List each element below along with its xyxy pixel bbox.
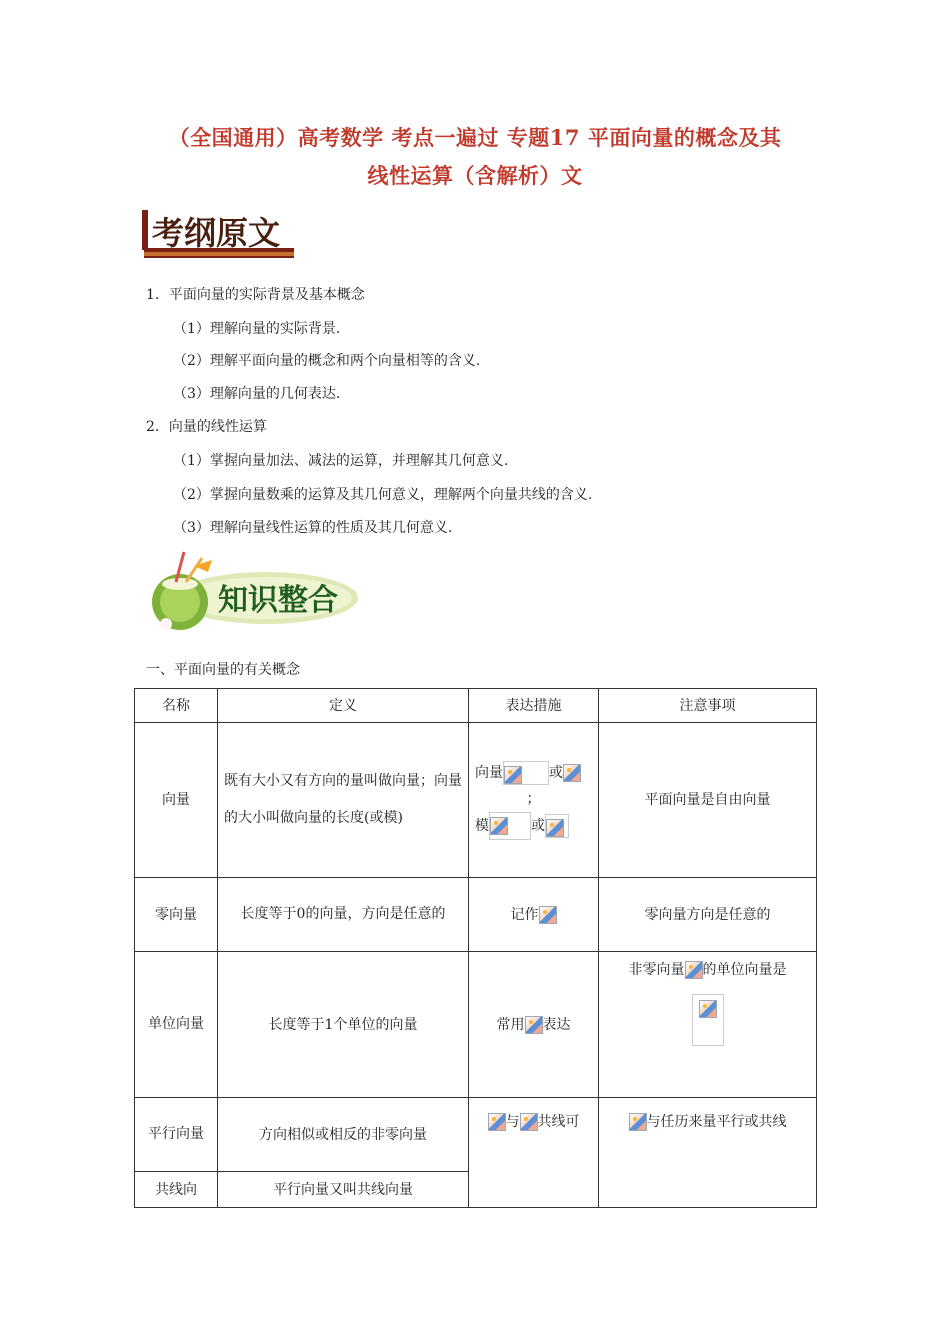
header-expression: 表达措施 bbox=[469, 689, 599, 723]
syllabus-item-1-1: （1）理解向量的实际背景. bbox=[173, 321, 341, 337]
cell-name: 向量 bbox=[135, 723, 218, 878]
cell-definition: 方向相似或相反的非零向量 bbox=[218, 1098, 469, 1172]
table-row bbox=[135, 1098, 817, 1172]
cell-definition: 平行向量又叫共线向量 bbox=[218, 1172, 469, 1208]
document-title-line1: （全国通用）高考数学 考点一遍过 专题17 平面向量的概念及其 bbox=[168, 125, 782, 150]
syllabus-banner bbox=[142, 206, 300, 262]
cell-notes: 平面向量是自由向量 bbox=[599, 723, 817, 878]
vector-image bbox=[563, 764, 581, 782]
syllabus-item-1: 1．平面向量的实际背景及基本概念 bbox=[146, 287, 365, 303]
table-header-row bbox=[135, 689, 817, 723]
cell-name: 单位向量 bbox=[135, 952, 218, 1098]
cell-expression: 记作 bbox=[469, 878, 599, 952]
header-definition: 定义 bbox=[218, 689, 469, 723]
cell-notes: 零向量方向是任意的 bbox=[599, 878, 817, 952]
table-row bbox=[135, 878, 817, 952]
header-notes: 注意事项 bbox=[599, 689, 817, 723]
cell-name: 共线向 bbox=[135, 1172, 218, 1208]
table-row bbox=[135, 723, 817, 878]
vector-image bbox=[520, 1113, 538, 1131]
cell-expression: 常用 表达 bbox=[469, 952, 599, 1098]
cell-notes: 与任历来量平行或共线 bbox=[599, 1098, 817, 1208]
syllabus-banner-text: 考纲原文 bbox=[152, 214, 281, 252]
knowledge-banner-text: 知识整合 bbox=[218, 583, 338, 618]
section-heading: 一、平面向量的有关概念 bbox=[146, 662, 300, 678]
vector-image bbox=[488, 1113, 506, 1131]
document-title-line2: 线性运算（含解析）文 bbox=[367, 163, 583, 188]
header-name: 名称 bbox=[135, 689, 218, 723]
vector-image bbox=[546, 819, 564, 837]
vector-image bbox=[490, 817, 508, 835]
cell-name: 零向量 bbox=[135, 878, 218, 952]
vector-image bbox=[525, 1016, 543, 1034]
cell-expression: 与 共线可 bbox=[469, 1098, 599, 1208]
syllabus-item-2: 2．向量的线性运算 bbox=[146, 419, 267, 435]
syllabus-item-2-2: （2）掌握向量数乘的运算及其几何意义，理解两个向量共线的含义. bbox=[173, 487, 593, 503]
syllabus-item-2-1: （1）掌握向量加法、减法的运算，并理解其几何意义. bbox=[173, 453, 509, 469]
vector-image bbox=[539, 906, 557, 924]
zero-vector-image bbox=[629, 1113, 647, 1131]
cell-definition: 既有大小又有方向的量叫做向量；向量的大小叫做向量的长度(或模) bbox=[218, 723, 469, 878]
vector-image bbox=[685, 961, 703, 979]
table-row bbox=[135, 952, 817, 1098]
syllabus-item-1-2: （2）理解平面向量的概念和两个向量相等的含义. bbox=[173, 353, 481, 369]
cell-name: 平行向量 bbox=[135, 1098, 218, 1172]
concepts-table bbox=[134, 688, 817, 1208]
syllabus-item-1-3: （3）理解向量的几何表达. bbox=[173, 386, 341, 402]
cell-definition: 长度等于0的向量，方向是任意的 bbox=[218, 878, 469, 952]
cell-definition: 长度等于1个单位的向量 bbox=[218, 952, 469, 1098]
knowledge-banner bbox=[146, 548, 362, 634]
syllabus-item-2-3: （3）理解向量线性运算的性质及其几何意义. bbox=[173, 520, 453, 536]
unit-vector-image bbox=[699, 1000, 717, 1018]
cell-expression: 向量 或 ； 模 或 bbox=[469, 723, 599, 878]
vector-image bbox=[504, 766, 522, 784]
cell-notes: 非零向量 的单位向量是 bbox=[599, 952, 817, 1098]
